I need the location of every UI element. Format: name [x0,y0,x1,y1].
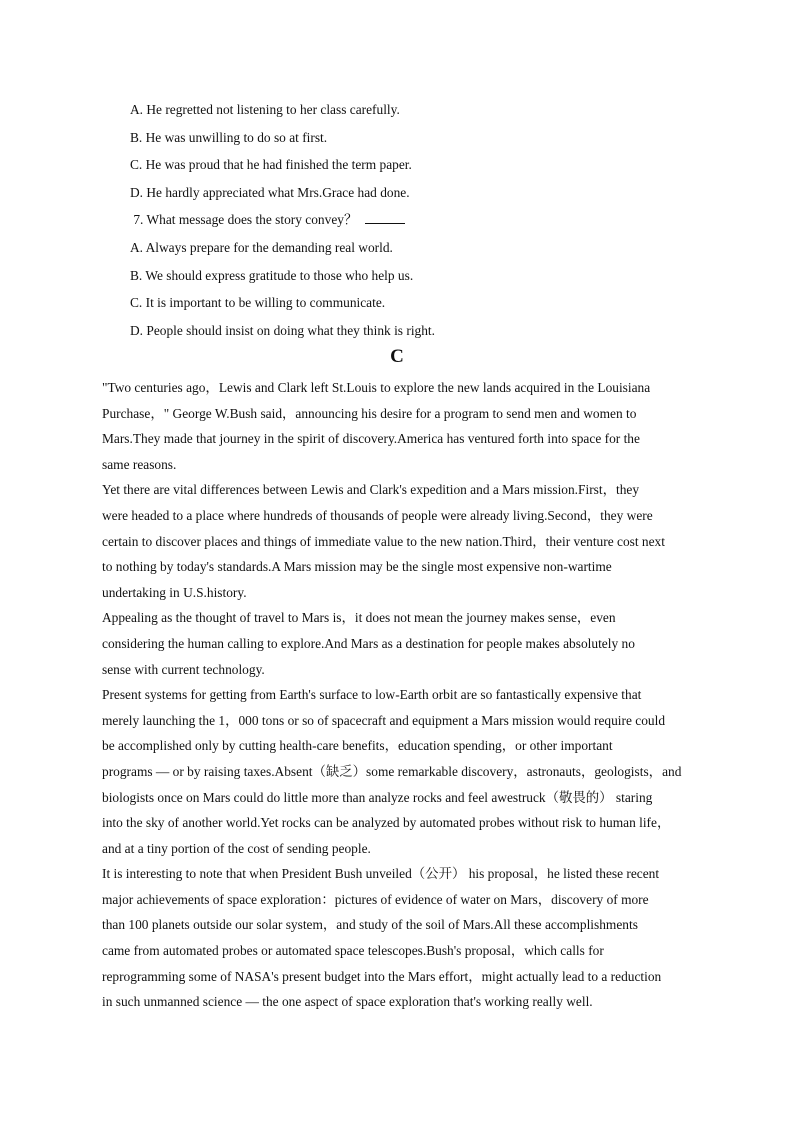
q6-option-d: D. He hardly appreciated what Mrs.Grace had done. [130,184,410,200]
passage-line: major achievements of space exploration：pictures of evidence of water on Mars，discovery of more [102,891,649,907]
passage-line: Appealing as the thought of travel to Mars is，it does not mean the journey makes sense，even [102,610,616,626]
passage-line: It is interesting to note that when President Bush unveiled（公开） his proposal，he listed these recent [102,866,660,882]
passage-line: Purchase，" George W.Bush said，announcing his desire for a program to send men and women to [102,405,637,421]
passage-line: came from automated probes or automated space telescopes.Bush's proposal，which calls for [102,943,604,959]
q6-option-c: C. He was proud that he had finished the term paper. [130,157,412,173]
passage-line: certain to discover places and things of immediate value to the new nation.Third，their venture cost next [102,533,665,549]
passage-line: into the sky of another world.Yet rocks can be analyzed by automated probes without risk to human life， [102,815,671,831]
q7-option-a: A. Always prepare for the demanding real world. [130,239,393,255]
passage-line: Present systems for getting from Earth's surface to low-Earth orbit are so fantastically expensive that [102,687,642,703]
passage [102,375,702,1015]
q7-option-d: D. People should insist on doing what they think is right. [130,322,436,338]
passage-line: were headed to a place where hundreds of thousands of people were already living.Second，they were [102,507,653,523]
passage-line: be accomplished only by cutting health-care benefits，education spending，or other important [102,738,613,754]
passage-line: in such unmanned science — the one aspect of space exploration that's working really well. [102,994,593,1010]
section-title: C [390,346,404,367]
passage-line: programs — or by raising taxes.Absent（缺乏）some remarkable discovery，astronauts，geologists，and [102,763,682,779]
q6-option-b: B. He was unwilling to do so at first. [130,129,328,145]
passage-line: Mars.They made that journey in the spirit of discovery.America has ventured forth into space for the [102,431,640,447]
q7-stem-line [130,206,690,234]
passage-line: considering the human calling to explore.And Mars as a destination for people makes absolutely no [102,635,635,651]
passage-line: sense with current technology. [102,661,265,677]
passage-line: undertaking in U.S.history. [102,584,247,600]
passage-line: to nothing by today's standards.A Mars mission may be the single most expensive non-wartime [102,559,612,575]
passage-line: "Two centuries ago，Lewis and Clark left St.Louis to explore the new lands acquired in the Louisiana [102,380,651,395]
passage-line: than 100 planets outside our solar system，and study of the soil of Mars.All these accomplishments [102,917,638,933]
passage-line: and at a tiny portion of the cost of sending people. [102,840,371,856]
passage-line: biologists once on Mars could do little more than analyze rocks and feel awestruck（敬畏的） staring [102,789,653,805]
passage-line: merely launching the 1，000 tons or so of spacecraft and equipment a Mars mission would require could [102,712,666,728]
q7-option-c: C. It is important to be willing to communicate. [130,295,386,311]
passage-line: same reasons. [102,456,177,472]
q7-option-b: B. We should express gratitude to those who help us. [130,267,414,283]
question-options [130,96,690,344]
passage-line: Yet there are vital differences between Lewis and Clark's expedition and a Mars mission.First，they [102,482,640,498]
q6-option-a: A. He regretted not listening to her class carefully. [130,102,400,117]
q7-stem: 7. What message does the story convey？ [133,212,358,228]
answer-blank [365,211,405,224]
passage-line: reprogramming some of NASA's present budget into the Mars effort，might actually lead to a reduction [102,968,662,984]
